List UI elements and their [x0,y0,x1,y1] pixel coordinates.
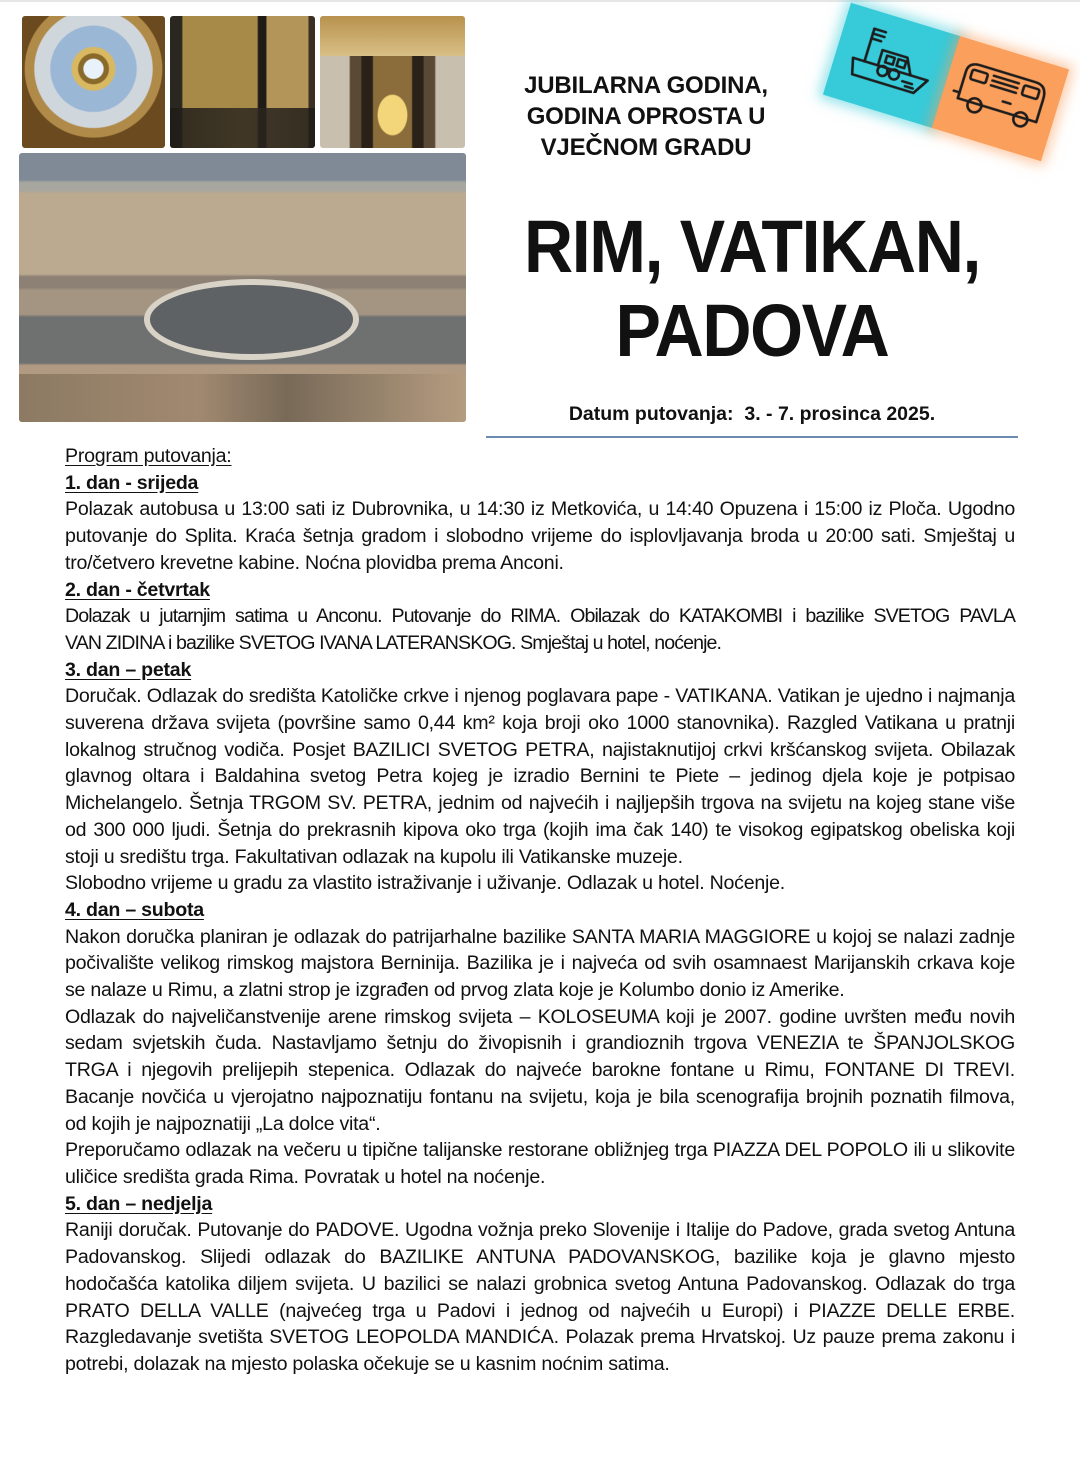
day-description [65,1217,1015,1377]
description-line: Polazak autobusa u 13:00 sati iz Dubrovnika, u 14:30 iz Metkovića, u 14:40 Opuzena i 15:00 iz Ploča. Ugodno [65,498,1015,521]
description-line: Padovanskog. Slijedi odlazak do BAZILIKE ANTUNA PADOVANSKOG, bazilike koja je glavno mjesto [65,1246,1015,1269]
description-line: Preporučamo odlazak na večeru u tipične talijanske restorane obližnjeg trga PIAZZA DEL POPOLO ili u slikovite [65,1139,1015,1162]
description-line: uličice središta grada Rima. Povratak u hotel na noćenje. [65,1165,546,1188]
day-title: 2. dan - četvrtak [65,578,210,601]
description-line: Doručak. Odlazak do središta Katoličke crkve i njenog poglavara pape - VATIKANA. Vatikan je ujedno i najmanja [65,685,1015,708]
subtitle-line: GODINA OPROSTA U [526,103,766,130]
day-description [65,496,1015,576]
day-title: 4. dan – subota [65,898,204,921]
day-description [65,683,1015,897]
transport-logo [823,3,1069,161]
travel-date [486,403,1018,426]
page-title [507,205,996,373]
description-line: Raniji doručak. Putovanje do PADOVE. Ugodna vožnja preko Slovenije i Italije do Padove, grada svetog Antuna [65,1219,1015,1242]
description-line: Dolazak u jutarnjim satima u Anconu. Putovanje do RIMA. Obilazak do KATAKOMBI i bazilike SVETOG PAVLA [65,605,1015,628]
day-description [65,603,1015,656]
description-line: PRATO DELLA VALLE (najvećeg trga u Padovi i jednog od najvećih u Europi) i PIAZZE DELLE ERBE. [65,1299,1015,1322]
subtitle-line: JUBILARNA GODINA, [524,72,768,99]
day-title: 3. dan – petak [65,658,192,681]
day-section [65,1191,1015,1378]
title-line: PADOVA [615,289,889,372]
description-line: tro/četvero krevetne kabine. Noćna plovidba prema Anconi. [65,551,564,574]
description-line: hodočašća katolika diljem svijeta. U bazilici se nalazi grobnica svetog Antuna Padovanskog. Odlazak do trga [65,1272,1015,1295]
date-label: Datum putovanja: [568,403,734,425]
day-section [65,470,1015,577]
description-line: suverena država svijeta (površine samo 0,44 km² koja broji oko 1000 stanovnika). Razgled Vatikana u pratnji [65,712,1015,735]
description-line: TRGA i njegovih prelijepih stepenica. Odlazak do najveće barokne fontane u Rimu, FONTANE DI TREVI. [65,1059,1015,1082]
subtitle [490,70,802,163]
description-line: glavnog oltara i Baldahina svetog Petra kojeg je izradio Bernini te Piete – jedinog djela koje je potpisao [65,765,1015,788]
program-days [65,470,1015,1378]
description-line: od 300 000 ljudi. Šetnja do prekrasnih kipova oko trga (kojih ima čak 140) te visokog egipatskog obeliska koji [65,818,1015,841]
description-line: Michelangelo. Šetnja TRGOM SV. PETRA, jednim od najvećih i najljepših trgova na svijetu na kojeg stane više [65,792,1015,815]
title-line: RIM, VATIKAN, [523,205,981,288]
description-line: potrebi, dolazak na mjesto polaska očekuje se u kasnim noćnim satima. [65,1352,670,1375]
description-line: se nalaze u Rimu, a zlatni strop je izgrađen od prvog zlata koje je Kolumbo donio iz Amerike. [65,979,845,1002]
subtitle-line: VJEČNOM GRADU [540,134,752,161]
description-line: sedam svjetskih čuda. Nastavljamo šetnju do živopisnih i grandioznih trgova VENEZIA te ŠPANJOLSKOG [65,1032,1015,1055]
program-section [65,443,1015,1378]
description-line: Nakon doručka planiran je odlazak do patrijarhalne bazilike SANTA MARIA MAGGIORE u kojoj se nalazi zadnje [65,925,1015,948]
day-description [65,924,1015,1191]
day-title: 1. dan - srijeda [65,471,199,494]
date-value: 3. - 7. prosinca 2025. [744,403,936,425]
description-line: lokalnog stručnog vodiča. Posjet BAZILICI SVETOG PETRA, najistaknutijoj crkvi kršćanskog svijeta. Obilazak [65,738,1015,761]
top-border [0,0,1080,2]
day-title: 5. dan – nedjelja [65,1192,213,1215]
day-section [65,657,1015,897]
st-peters-square-aerial-photo [19,153,466,422]
description-line: putovanje do Splita. Kraća šetnja gradom i slobodno vrijeme do isplovljavanja broda u 20:00 sati. Smještaj u [65,525,1015,548]
program-heading: Program putovanja: [65,445,232,467]
day-section [65,897,1015,1191]
description-line: stoji u središtu trga. Fakultativan odlazak na kupolu ili Vatikanske muzeje. [65,845,683,868]
dome-fresco-photo [22,16,165,148]
day-section [65,577,1015,657]
description-line: Bacanje novčića u vjerojatno najpoznatiju fontanu na svijetu, koja je bila scenografija brojnih poznatih filmova, [65,1085,1015,1108]
description-line: Odlazak do najveličanstvenije arene rimskog svijeta – KOLOSEUMA koji je 2007. godine uvršten među novih [65,1005,1015,1028]
divider-rule [486,436,1018,438]
description-line: Slobodno vrijeme u gradu za vlastito istraživanje i uživanje. Odlazak u hotel. Noćenje. [65,872,785,895]
description-line: počivalište velikog rimskog majstora Berninija. Bazilika je i najveća od svih osamnaest Marijanskih crkava koje [65,952,1015,975]
baldachin-altar-photo [320,16,465,148]
description-line: od kojih je najpoznatiji „La dolce vita“. [65,1112,381,1135]
holy-door-photo [170,16,315,148]
description-line: VAN ZIDINA i bazilike SVETOG IVANA LATERANSKOG. Smještaj u hotel, noćenje. [65,631,722,654]
description-line: Razgledavanje svetišta SVETOG LEOPOLDA MANDIĆA. Polazak prema Hrvatskoj. Uz pauze prema zakonu i [65,1326,1015,1349]
